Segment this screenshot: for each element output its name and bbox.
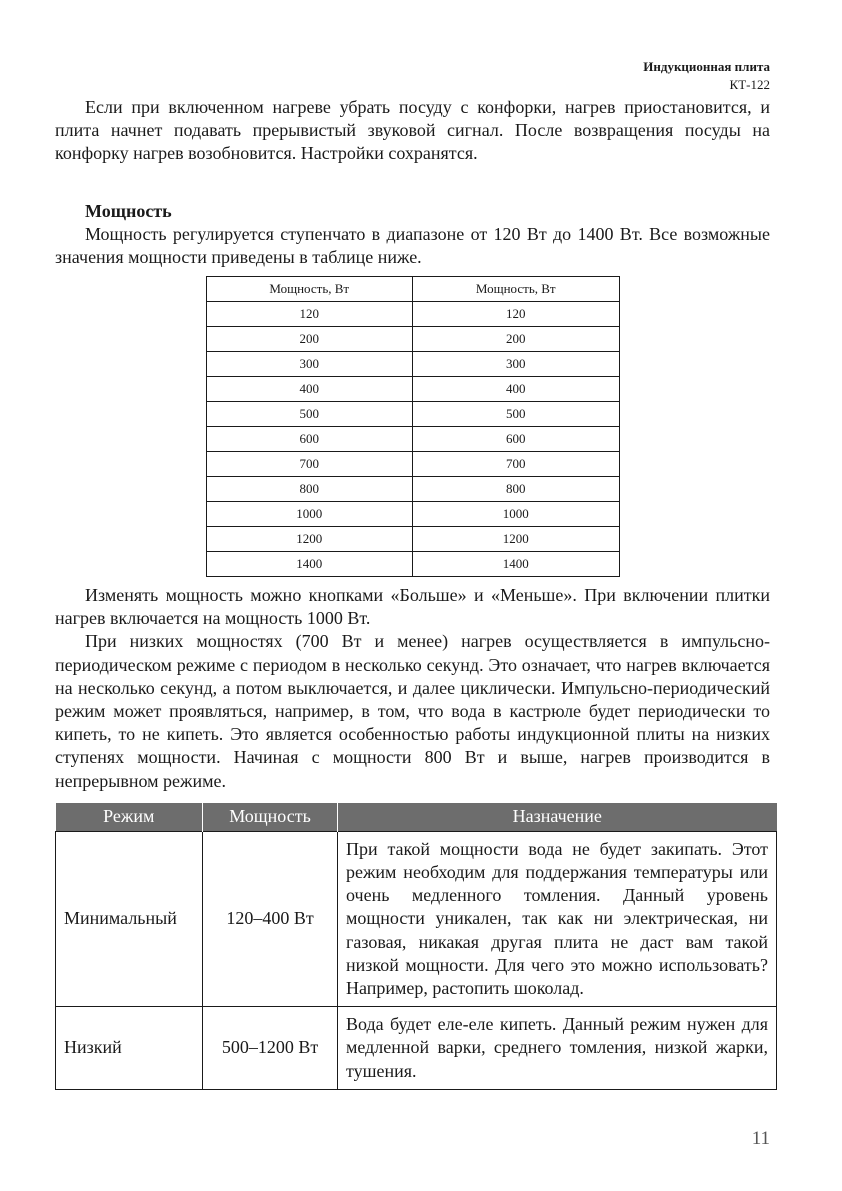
table-cell: 300 <box>413 352 620 377</box>
table-cell: 120 <box>413 302 620 327</box>
table-cell: 1000 <box>413 502 620 527</box>
table-row <box>206 552 619 577</box>
table-cell: 500 <box>206 402 413 427</box>
power-table-header-1: Мощность, Вт <box>206 277 413 302</box>
header-title: Индукционная плита <box>643 59 770 74</box>
table-cell: 1400 <box>413 552 620 577</box>
table-row <box>206 527 619 552</box>
table-row <box>206 327 619 352</box>
mode-purpose-cell: При такой мощности вода не будет закипать. Этот режим необходим для поддержания температуры или очень медленного томления. Данный уровень мощности уникален, так как ни электрическая, ни газовая, никакая другая плита не даст вам такой низкой мощности. Для чего это можно использовать? Например, растопить шоколад. <box>338 831 777 1006</box>
table-cell: 1000 <box>206 502 413 527</box>
mode-cell: Минимальный <box>56 831 203 1006</box>
table-cell: 120 <box>206 302 413 327</box>
mode-purpose-cell: Вода будет еле-еле кипеть. Данный режим нужен для медленной варки, среднего томления, низкой жарки, тушения. <box>338 1007 777 1090</box>
table-cell: 400 <box>206 377 413 402</box>
power-range-paragraph: Мощность регулируется ступенчато в диапазоне от 120 Вт до 1400 Вт. Все возможные значения мощности приведены в таблице ниже. <box>55 223 770 267</box>
table-cell: 1200 <box>206 527 413 552</box>
page-number: 11 <box>751 1128 770 1149</box>
modes-header-mode: Режим <box>56 803 203 832</box>
table-row <box>206 302 619 327</box>
table-row <box>206 477 619 502</box>
mode-power-cell: 500–1200 Вт <box>203 1007 338 1090</box>
table-row <box>206 377 619 402</box>
buttons-paragraph: Изменять мощность можно кнопками «Больше» и «Меньше». При включении плитки нагрев включается на мощность 1000 Вт. <box>55 585 770 629</box>
table-cell: 200 <box>206 327 413 352</box>
modes-table-header-row <box>56 803 777 832</box>
mode-power-cell: 120–400 Вт <box>203 831 338 1006</box>
header-model: КТ-122 <box>729 77 770 92</box>
table-cell: 600 <box>206 427 413 452</box>
table-cell: 700 <box>206 452 413 477</box>
table-cell: 400 <box>413 377 620 402</box>
table-row <box>206 502 619 527</box>
modes-header-purpose: Назначение <box>338 803 777 832</box>
low-power-paragraph: При низких мощностях (700 Вт и менее) нагрев осуществляется в импульсно-периодическом режиме с периодом в несколько секунд. Это означает, что нагрев включается на несколько секунд, а потом выключается, и далее циклически. Импульсно-периодический режим может проявляться, например, в том, что вода в кастрюле будет периодически то кипеть, то не кипеть. Это является особенностью работы индукционной плиты на низких ступенях мощности. Начиная с мощности 800 Вт и выше, нагрев производится в непрерывном режиме. <box>55 631 770 791</box>
table-cell: 200 <box>413 327 620 352</box>
table-cell: 1400 <box>206 552 413 577</box>
table-cell: 800 <box>206 477 413 502</box>
table-row <box>206 402 619 427</box>
mode-cell: Низкий <box>56 1007 203 1090</box>
table-cell: 1200 <box>413 527 620 552</box>
table-row <box>206 352 619 377</box>
table-cell: 800 <box>413 477 620 502</box>
table-cell: 500 <box>413 402 620 427</box>
power-table-header-row <box>206 277 619 302</box>
intro-paragraph: Если при включенном нагреве убрать посуду с конфорки, нагрев приостановится, и плита начнет подавать прерывистый звуковой сигнал. После возвращения посуды на конфорку нагрев возобновится. Настройки сохранятся. <box>55 97 770 164</box>
table-row <box>56 1007 777 1090</box>
table-cell: 300 <box>206 352 413 377</box>
table-cell: 600 <box>413 427 620 452</box>
modes-table <box>55 803 777 1090</box>
table-row <box>206 427 619 452</box>
table-row <box>56 831 777 1006</box>
modes-header-power: Мощность <box>203 803 338 832</box>
page-header <box>643 58 770 94</box>
table-row <box>206 452 619 477</box>
table-cell: 700 <box>413 452 620 477</box>
power-heading: Мощность <box>85 200 172 221</box>
page-content <box>55 96 770 1090</box>
power-values-table <box>206 276 620 577</box>
power-table-header-2: Мощность, Вт <box>413 277 620 302</box>
